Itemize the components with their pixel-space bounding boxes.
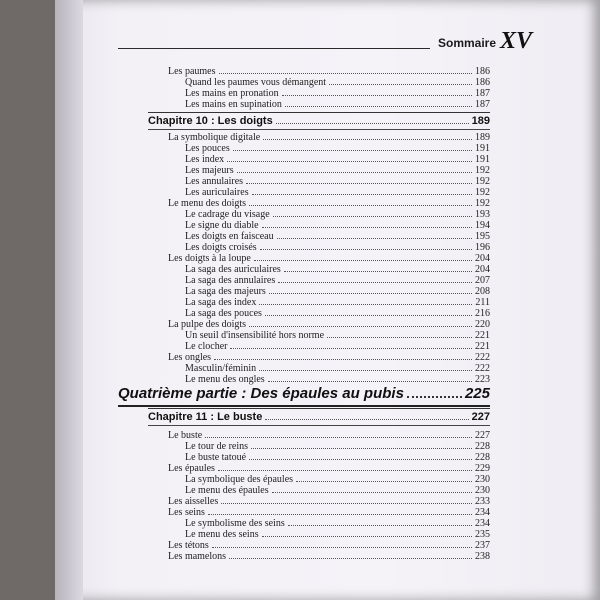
toc-entry xyxy=(168,507,490,518)
leader-dots xyxy=(276,116,469,124)
toc-entry xyxy=(185,77,490,88)
toc-entry xyxy=(185,441,490,452)
toc-entry-title: La saga des auriculaires xyxy=(185,264,281,275)
toc-entry-page: 228 xyxy=(475,441,490,452)
leader-dots xyxy=(282,88,472,96)
running-header-page-number: XV xyxy=(500,28,533,54)
toc-entry xyxy=(185,297,490,308)
toc-entry-title: Le symbolisme des seins xyxy=(185,518,285,529)
toc-entry-title: Le menu des doigts xyxy=(168,198,247,209)
toc-entry xyxy=(185,374,490,385)
toc-entry-page: 191 xyxy=(475,143,490,154)
toc-entry-title: Les mains en pronation xyxy=(185,88,279,99)
toc-entry-page: 187 xyxy=(475,99,490,110)
toc-entry-title: Les majeurs xyxy=(185,165,234,176)
leader-dots xyxy=(249,198,472,206)
toc-entry-title: Quand les paumes vous démangent xyxy=(185,77,327,88)
toc-entry-page: 234 xyxy=(475,507,490,518)
chapter-rule-top xyxy=(148,112,490,113)
toc-entry-page: 221 xyxy=(475,341,490,352)
toc-entry xyxy=(185,220,490,231)
leader-dots xyxy=(251,441,472,449)
leader-dots xyxy=(277,231,472,239)
toc-entry-title: La symbolique des épaules xyxy=(185,474,294,485)
toc-entry xyxy=(185,264,490,275)
toc-entry xyxy=(168,352,490,363)
chapter-rule-bottom xyxy=(148,425,490,426)
toc-entry-page: 193 xyxy=(475,209,490,220)
leader-dots xyxy=(272,485,472,493)
leader-dots xyxy=(254,253,472,261)
toc-entry-page: 204 xyxy=(475,264,490,275)
leader-dots xyxy=(205,430,472,438)
leader-dots xyxy=(249,319,472,327)
toc-entry-page: 223 xyxy=(475,374,490,385)
leader-dots xyxy=(230,341,472,349)
toc-entry xyxy=(168,551,490,562)
leader-dots xyxy=(329,77,472,85)
toc-entry-title: Les index xyxy=(185,154,225,165)
toc-entry-page: 222 xyxy=(475,363,490,374)
toc-entry xyxy=(168,253,490,264)
toc-entry xyxy=(185,529,490,540)
leader-dots xyxy=(268,374,472,382)
toc-entry-page: 227 xyxy=(475,430,490,441)
toc-entry xyxy=(185,474,490,485)
leader-dots xyxy=(221,496,472,504)
toc-entry xyxy=(168,496,490,507)
toc-entry-title: La saga des majeurs xyxy=(185,286,266,297)
toc-entry-page: 191 xyxy=(475,154,490,165)
toc-entry-page: 237 xyxy=(475,540,490,551)
toc-entry-title: La symbolique digitale xyxy=(168,132,261,143)
toc-entry-page: 222 xyxy=(475,352,490,363)
toc-entry-page: 230 xyxy=(475,485,490,496)
leader-dots xyxy=(269,286,472,294)
toc-entry-page: 192 xyxy=(475,165,490,176)
toc-entry-title: Les doigts à la loupe xyxy=(168,253,251,264)
toc-entry-page: 195 xyxy=(475,231,490,242)
leader-dots xyxy=(259,297,472,305)
toc-entry xyxy=(185,143,490,154)
toc-entry xyxy=(168,319,490,330)
toc-entry-title: Quatrième partie : Des épaules au pubis xyxy=(118,385,404,402)
toc-entry-page: 229 xyxy=(475,463,490,474)
leader-dots xyxy=(278,275,472,283)
toc-entry-page: 211 xyxy=(475,297,490,308)
toc-entry-page: 192 xyxy=(475,187,490,198)
toc-entry-page: 221 xyxy=(475,330,490,341)
leader-dots xyxy=(260,242,472,250)
toc-entry-title: Les seins xyxy=(168,507,205,518)
toc-entry-title: Les doigts en faisceau xyxy=(185,231,274,242)
toc-entry-page: 187 xyxy=(475,88,490,99)
chapter-rule-bottom xyxy=(148,129,490,130)
toc-entry-page: 192 xyxy=(475,198,490,209)
leader-dots xyxy=(219,66,473,74)
leader-dots xyxy=(214,352,472,360)
toc-entry xyxy=(185,308,490,319)
toc-entry-title: Les annulaires xyxy=(185,176,244,187)
toc-entry xyxy=(185,275,490,286)
leader-dots xyxy=(246,176,472,184)
toc-entry-title: Les épaules xyxy=(168,463,215,474)
toc-entry-page: 234 xyxy=(475,518,490,529)
toc-entry xyxy=(185,452,490,463)
toc-chapter-entry xyxy=(148,116,490,127)
toc-entry xyxy=(185,518,490,529)
toc-entry xyxy=(185,154,490,165)
toc-entry-title: Le clocher xyxy=(185,341,228,352)
leader-dots xyxy=(249,452,472,460)
toc-entry-page: 235 xyxy=(475,529,490,540)
toc-entry-title: Les tétons xyxy=(168,540,209,551)
toc-entry xyxy=(168,66,490,77)
toc-entry-page: 186 xyxy=(475,66,490,77)
toc-entry-title: Les mamelons xyxy=(168,551,227,562)
toc-entry-page: 208 xyxy=(475,286,490,297)
leader-dots xyxy=(262,220,472,228)
leader-dots xyxy=(218,463,472,471)
toc-entry-title: La saga des annulaires xyxy=(185,275,276,286)
leader-dots xyxy=(327,330,472,338)
leader-dots xyxy=(284,264,472,272)
toc-entry xyxy=(168,132,490,143)
toc-entry-page: 194 xyxy=(475,220,490,231)
leader-dots xyxy=(296,474,472,482)
toc-entry-title: La pulpe des doigts xyxy=(168,319,247,330)
leader-dots xyxy=(237,165,472,173)
toc-entry-title: Les doigts croisés xyxy=(185,242,257,253)
toc-entry xyxy=(168,198,490,209)
leader-dots xyxy=(273,209,472,217)
leader-dots xyxy=(212,540,472,548)
toc-entry xyxy=(185,209,490,220)
toc-entry-page: 230 xyxy=(475,474,490,485)
toc-entry-page: 233 xyxy=(475,496,490,507)
leader-dots xyxy=(288,518,472,526)
leader-dots xyxy=(265,412,468,420)
toc-entry xyxy=(185,330,490,341)
part-rule xyxy=(118,405,490,407)
toc-entry xyxy=(168,463,490,474)
toc-entry xyxy=(185,165,490,176)
toc-entry xyxy=(185,485,490,496)
toc-entry-page: 220 xyxy=(475,319,490,330)
toc-entry-title: Chapitre 11 : Le buste xyxy=(148,411,263,423)
toc-entry-title: Les auriculaires xyxy=(185,187,249,198)
toc-entry xyxy=(185,176,490,187)
toc-entry-title: Le signe du diable xyxy=(185,220,259,231)
toc-entry-title: La saga des pouces xyxy=(185,308,262,319)
toc-entry-page: 196 xyxy=(475,242,490,253)
toc-entry-page: 189 xyxy=(475,132,490,143)
toc-entry-page: 225 xyxy=(464,385,490,402)
toc-entry xyxy=(168,430,490,441)
toc-entry-title: Un seuil d'insensibilité hors norme xyxy=(185,330,325,341)
toc-entry-title: Les mains en supination xyxy=(185,99,282,110)
toc-entry xyxy=(185,187,490,198)
toc-entry-title: Chapitre 10 : Les doigts xyxy=(148,115,273,127)
toc-entry xyxy=(185,341,490,352)
leader-dots xyxy=(208,507,472,515)
leader-dots xyxy=(407,386,462,398)
leader-dots xyxy=(263,132,472,140)
leader-dots xyxy=(265,308,472,316)
leader-dots xyxy=(285,99,472,107)
toc-entry-title: Les aisselles xyxy=(168,496,219,507)
toc-entry-title: Le buste tatoué xyxy=(185,452,247,463)
toc-entry xyxy=(185,242,490,253)
toc-entry-page: 189 xyxy=(471,115,490,127)
toc-entry-title: Les ongles xyxy=(168,352,212,363)
toc-entry xyxy=(168,540,490,551)
leader-dots xyxy=(259,363,472,371)
toc-part-entry xyxy=(118,386,490,402)
toc-entry-title: Les pouces xyxy=(185,143,230,154)
toc-entry-title: La saga des index xyxy=(185,297,257,308)
leader-dots xyxy=(262,529,472,537)
toc-entry-title: Le menu des seins xyxy=(185,529,259,540)
toc-entry-title: Le cadrage du visage xyxy=(185,209,270,220)
toc-chapter-entry xyxy=(148,412,490,423)
leader-dots xyxy=(252,187,472,195)
toc-entry-title: Le buste xyxy=(168,430,203,441)
toc-entry xyxy=(185,363,490,374)
toc-entry-page: 204 xyxy=(475,253,490,264)
toc-entry-title: Masculin/féminin xyxy=(185,363,257,374)
toc-entry-page: 192 xyxy=(475,176,490,187)
leader-dots xyxy=(233,143,472,151)
toc-entry-title: Le menu des épaules xyxy=(185,485,269,496)
toc-entry-page: 216 xyxy=(475,308,490,319)
toc-entry-page: 227 xyxy=(471,411,490,423)
leader-dots xyxy=(227,154,472,162)
leader-dots xyxy=(229,551,472,559)
toc-entry-page: 186 xyxy=(475,77,490,88)
toc-entry-title: Le tour de reins xyxy=(185,441,249,452)
toc-entry-title: Les paumes xyxy=(168,66,216,77)
toc-entry-page: 207 xyxy=(475,275,490,286)
toc-entry-page: 228 xyxy=(475,452,490,463)
toc-entry-title: Le menu des ongles xyxy=(185,374,265,385)
toc-entry xyxy=(185,286,490,297)
toc-entry xyxy=(185,99,490,110)
toc-entry-page: 238 xyxy=(475,551,490,562)
toc-entry xyxy=(185,231,490,242)
chapter-rule-top xyxy=(148,408,490,409)
running-header-title: Sommaire xyxy=(438,36,497,50)
toc-entry xyxy=(185,88,490,99)
